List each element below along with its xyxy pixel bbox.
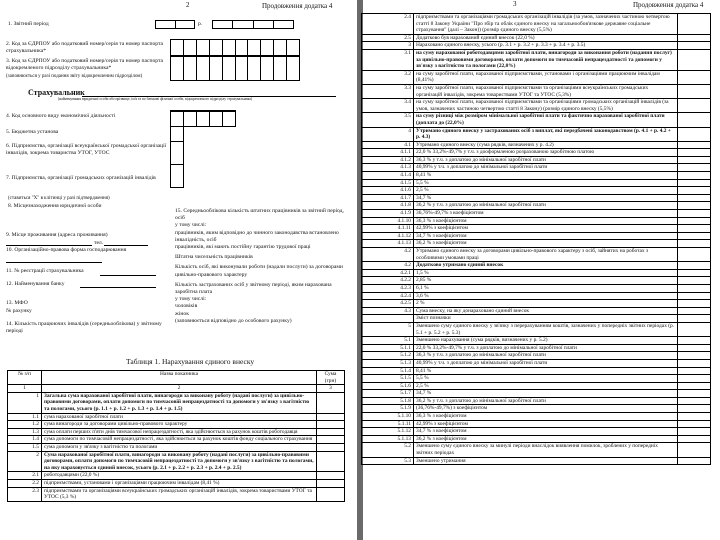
row-sum-cell[interactable] bbox=[678, 42, 711, 50]
staff-count-line: у тому числі: bbox=[175, 222, 207, 229]
table-row bbox=[362, 344, 711, 352]
row-label: 2,85 % bbox=[414, 277, 678, 285]
table-row bbox=[362, 337, 711, 345]
legal-form-field[interactable] bbox=[6, 262, 102, 263]
staff-count-line: 15. Середньооблікова кількість штатних працівників за звітний період, осіб bbox=[175, 208, 344, 222]
row-number: 4.2.4 bbox=[362, 292, 414, 300]
row-label: 36,2 % з коефіцієнтом bbox=[414, 435, 678, 443]
row-number: 1 bbox=[8, 392, 42, 413]
row-label: Нараховано єдиного внеску, усього (р. 3.1 + р. 3.2 + р. 3.3 + р. 3.4 + р. 3.5) bbox=[414, 42, 678, 50]
row-label: 22,0 % 33,2%-49,7% у т.ч. з доплатою до мінімальної заробітної плати bbox=[414, 344, 678, 352]
budget-checkbox[interactable] bbox=[171, 127, 183, 142]
row-sum-cell[interactable] bbox=[678, 405, 711, 413]
row-number: 3.4 bbox=[362, 99, 414, 113]
row-sum-cell[interactable] bbox=[317, 487, 345, 501]
table-row bbox=[8, 451, 345, 472]
table-row bbox=[362, 232, 711, 240]
staff-count-line: чоловіків bbox=[175, 303, 198, 310]
row-sum-cell[interactable] bbox=[678, 210, 711, 218]
table-row bbox=[8, 472, 345, 480]
row-label: 8,41 % bbox=[414, 367, 678, 375]
table-row bbox=[362, 269, 711, 277]
row-label: Утримано єдиного внеску (сума рядків, визначених у р. 4.2) bbox=[414, 141, 678, 149]
row-number: 4.1.2 bbox=[362, 156, 414, 164]
row-number: 4.1.11 bbox=[362, 225, 414, 233]
disabled-org-label: 7. Підприємства, організації громадських організацій інвалідів bbox=[6, 175, 156, 181]
table-row bbox=[362, 375, 711, 383]
right-page bbox=[363, 0, 720, 540]
table-row bbox=[8, 413, 345, 421]
row-number: 4.1.7 bbox=[362, 194, 414, 202]
row-number: 5 bbox=[362, 322, 414, 336]
col-header-name: Назва показника bbox=[42, 371, 317, 385]
row-sum-cell[interactable] bbox=[317, 479, 345, 487]
row-number: 5.1.11 bbox=[362, 420, 414, 428]
utog-checkbox[interactable] bbox=[171, 142, 183, 165]
row-sum-cell[interactable] bbox=[317, 392, 345, 413]
row-label: Загальна сума нарахованої заробітної плати, винагороди за виконану роботу (надані послуги) за цивільно-правовими договорами, оплати допомоги по тимчасовій непрацездатності та допомоги у зв'язку з вагітністю та пологами, усього (р. 1.1 + р. 1.2 + р. 1.3 + р. 1.4 + р. 1.5) bbox=[42, 392, 317, 413]
row-sum-cell[interactable] bbox=[678, 172, 711, 180]
year-label: р. bbox=[198, 21, 205, 27]
row-label: 36,2 % у т.ч. з доплатою до мінімальної заробітної плати bbox=[414, 202, 678, 210]
row-sum-cell[interactable] bbox=[678, 344, 711, 352]
row-label: Утримано єдиного внеску у застрахованих осіб з виплат, які передбачені законодавством (р. 4.1 + р. 4.2 + р. 4.3) bbox=[414, 127, 678, 141]
row-number: 5.1.12 bbox=[362, 428, 414, 436]
row-number: 2.3 bbox=[8, 487, 42, 501]
residence-field[interactable] bbox=[6, 245, 92, 246]
row-label: підприємствами та організаціями громадських організацій інвалідів (за умов, зазначених частиною четвертою статті 8 Закону України "Про збір та облік єдиного внеску на загальнообов'язкове державне соціальне страхування" (далі – Закон)) (розмір єдиного внеску (5,5%) bbox=[414, 14, 678, 35]
row-number: 5.1.9 bbox=[362, 405, 414, 413]
row-sum-cell[interactable] bbox=[678, 127, 711, 141]
row-number: 1.4 bbox=[8, 436, 42, 444]
row-number: 4.1.13 bbox=[362, 240, 414, 248]
row-sum-cell[interactable] bbox=[317, 428, 345, 436]
row-number: 1.2 bbox=[8, 421, 42, 429]
col-index-3: 3 bbox=[317, 385, 345, 393]
table-row bbox=[8, 421, 345, 429]
row-number: 1.5 bbox=[8, 443, 42, 451]
reporting-period-field[interactable] bbox=[155, 20, 195, 29]
row-sum-cell[interactable] bbox=[678, 14, 711, 35]
row-label: Додатково був нарахований єдиний внесок (22,0 %) bbox=[414, 34, 678, 42]
table-row bbox=[362, 217, 711, 225]
row-number: 4.2.2 bbox=[362, 277, 414, 285]
row-label: Зменшено суму єдиного внеску за минулі періоди внаслідок виявлення помилок, зроблених у попередніх звітних періодах bbox=[414, 443, 678, 457]
table-row bbox=[362, 367, 711, 375]
row-sum-cell[interactable] bbox=[678, 307, 711, 315]
table-row bbox=[362, 172, 711, 180]
table-row bbox=[362, 113, 711, 127]
table-row bbox=[362, 405, 711, 413]
row-sum-cell[interactable] bbox=[678, 292, 711, 300]
row-sum-cell[interactable] bbox=[678, 390, 711, 398]
table-row bbox=[8, 487, 345, 501]
row-label: 8,41 % bbox=[414, 172, 678, 180]
row-sum-cell[interactable] bbox=[678, 164, 711, 172]
row-label: на суму заробітної плати, нарахованої підприємствами та організаціями громадських організацій інвалідів (за умов, зазначених частиною четвертою статті 8 Закону) (розмір єдиного внеску (5,5%) bbox=[414, 99, 678, 113]
row-sum-cell[interactable] bbox=[678, 225, 711, 233]
row-number: 4.1.5 bbox=[362, 179, 414, 187]
branch-code-note: (заповнюється у разі подання звіту відокремленим підрозділом) bbox=[6, 74, 143, 79]
budget-label: 5. Бюджетна установа bbox=[6, 129, 59, 135]
row-number: 4.1.8 bbox=[362, 202, 414, 210]
row-label: на суму нарахованої роботодавцями заробітної плати, винагороди за виконання роботи (надання послуг) за цивільно-правовими договорами, оплати допомоги по тимчасовій непрацездатності та допомоги у зв'язку з вагітністю та пологами (22,0%) bbox=[414, 49, 678, 70]
row-label: 34,7 % bbox=[414, 194, 678, 202]
row-label: 34,7 % з коефіцієнтом bbox=[414, 428, 678, 436]
table-row bbox=[8, 443, 345, 451]
row-number: 4 bbox=[362, 127, 414, 141]
row-label: 3,6 % bbox=[414, 292, 678, 300]
table-row bbox=[362, 42, 711, 50]
row-sum-cell[interactable] bbox=[678, 443, 711, 457]
left-page bbox=[0, 0, 357, 540]
table-row bbox=[362, 300, 711, 308]
row-label: 42,99% з коефіцієнтом bbox=[414, 420, 678, 428]
row-sum-cell[interactable] bbox=[678, 262, 711, 270]
row-number: 5.3 bbox=[362, 457, 414, 465]
row-label: на суму заробітної плати, нарахованої підприємствами та організаціями всеукраїнських громадських організацій інвалідів, зокрема товариствами УТОГ та УТОС (5,3%) bbox=[414, 84, 678, 98]
row-label: 36,2 % у т.ч. з доплатою до мінімальної заробітної плати bbox=[414, 397, 678, 405]
row-label: 2 % bbox=[414, 300, 678, 308]
col-index-2: 2 bbox=[42, 385, 317, 393]
row-sum-cell[interactable] bbox=[678, 240, 711, 248]
insurer-code-grid[interactable] bbox=[170, 39, 300, 56]
row-sum-cell[interactable] bbox=[678, 34, 711, 42]
row-sum-cell[interactable] bbox=[678, 187, 711, 195]
contribution-table bbox=[7, 370, 345, 502]
table-row bbox=[8, 479, 345, 487]
utog-label: 6. Підприємства, організації всеукраїнської громадської організації інвалідів, зокрема товариства УТОГ, УТОС bbox=[6, 143, 167, 156]
row-number: 4.2 bbox=[362, 248, 414, 262]
table-row bbox=[362, 262, 711, 270]
row-sum-cell[interactable] bbox=[317, 451, 345, 472]
table-row bbox=[362, 322, 711, 336]
row-label: Зменшено нарахування (сума рядків, визначених у р. 5.2) bbox=[414, 337, 678, 345]
row-number: 2.4 bbox=[362, 14, 414, 35]
row-sum-cell[interactable] bbox=[317, 421, 345, 429]
table-row bbox=[8, 392, 345, 413]
row-label: 36,76%-49,7% з коефіцієнтом bbox=[414, 210, 678, 218]
table-row bbox=[362, 359, 711, 367]
continuation-label: Продовження додатка 4 bbox=[633, 1, 704, 9]
row-sum-cell[interactable] bbox=[678, 70, 711, 84]
row-label: сума оплати перших п'яти днів тимчасової непрацездатності, яка здійснюється за рахунок коштів роботодавця bbox=[42, 428, 317, 436]
row-number: 4.2 bbox=[362, 262, 414, 270]
row-number: 4.1.12 bbox=[362, 232, 414, 240]
row-number: 5.1.2 bbox=[362, 352, 414, 360]
row-sum-cell[interactable] bbox=[678, 248, 711, 262]
row-number: 5.1.4 bbox=[362, 367, 414, 375]
row-number: 4.2.1 bbox=[362, 269, 414, 277]
table-row bbox=[362, 179, 711, 187]
row-label: 40,99% у т.ч. з доплатою до мінімальної заробітної плати bbox=[414, 359, 678, 367]
row-number: 4.1.3 bbox=[362, 164, 414, 172]
table-row bbox=[362, 127, 711, 141]
table-row bbox=[362, 382, 711, 390]
table-row bbox=[362, 307, 711, 315]
row-sum-cell[interactable] bbox=[678, 435, 711, 443]
reporting-period-label: 1. Звітний період bbox=[8, 21, 49, 27]
table-row bbox=[362, 315, 711, 323]
row-label: Сума внеску, на яку донараховано єдиний внесок bbox=[414, 307, 678, 315]
row-number: 5.1.3 bbox=[362, 359, 414, 367]
row-label: 36,3 % з коефіцієнтом bbox=[414, 217, 678, 225]
table-row bbox=[8, 436, 345, 444]
row-sum-cell[interactable] bbox=[678, 397, 711, 405]
insurer-label: Страхувальник bbox=[28, 88, 85, 97]
row-sum-cell[interactable] bbox=[317, 443, 345, 451]
row-sum-cell[interactable] bbox=[317, 436, 345, 444]
row-number: 2 bbox=[8, 451, 42, 472]
row-number: 5.1 bbox=[362, 337, 414, 345]
phone-label: тел. bbox=[94, 240, 104, 246]
row-sum-cell[interactable] bbox=[678, 49, 711, 70]
row-number bbox=[362, 315, 414, 323]
table-row bbox=[362, 99, 711, 113]
location-label: 8. Місцезнаходження юридичної особи bbox=[8, 203, 102, 209]
row-number: 1.3 bbox=[8, 428, 42, 436]
table-row bbox=[362, 141, 711, 149]
row-label: Утримано єдиного внеску за договорами цивільно-правового характеру з осіб, зайнятих на роботах з особливими умовами праці bbox=[414, 248, 678, 262]
table-row bbox=[362, 34, 711, 42]
row-label: підприємствами та організаціями всеукраїнських громадських організацій інвалідів, зокрема товариствами УТОГ та УТОС (5,3 %) bbox=[42, 487, 317, 501]
table-row bbox=[362, 156, 711, 164]
row-label: на суму заробітної плати, нарахованої підприємствами, установами і організаціями працюючим інвалідам (8,41%) bbox=[414, 70, 678, 84]
row-sum-cell[interactable] bbox=[678, 315, 711, 323]
bank-label: 12. Найменування банку bbox=[6, 281, 65, 287]
row-label: 1,5 % bbox=[414, 269, 678, 277]
table-row bbox=[362, 164, 711, 172]
table-row bbox=[362, 202, 711, 210]
row-sum-cell[interactable] bbox=[678, 382, 711, 390]
table-row bbox=[362, 352, 711, 360]
row-label: 36,3 % у т.ч. з доплатою до мінімальної заробітної плати bbox=[414, 156, 678, 164]
table-row bbox=[362, 390, 711, 398]
row-label: Зменшено утримання bbox=[414, 457, 678, 465]
table-row bbox=[362, 14, 711, 35]
table-row bbox=[362, 420, 711, 428]
row-sum-cell[interactable] bbox=[678, 141, 711, 149]
row-number: 3.1 bbox=[362, 49, 414, 70]
branch-code-grid[interactable] bbox=[170, 56, 300, 81]
row-sum-cell[interactable] bbox=[678, 428, 711, 436]
row-sum-cell[interactable] bbox=[678, 194, 711, 202]
checkbox-note: (ставиться "Х" в клітинці у разі підтвердження) bbox=[8, 196, 110, 201]
table-row bbox=[362, 284, 711, 292]
row-label: 6,1 % bbox=[414, 284, 678, 292]
table-row bbox=[362, 187, 711, 195]
row-number: 2.5 bbox=[362, 34, 414, 42]
staff-count-line: Кількість застрахованих осіб у звітному періоді, яким нарахована заробітна плата bbox=[175, 281, 332, 296]
row-number: 3.5 bbox=[362, 113, 414, 127]
row-label: 40,99% у т.ч. з доплатою до мінімальної заробітної плати bbox=[414, 164, 678, 172]
row-label: сума винагороди за договорами цивільно-правового характеру bbox=[42, 421, 317, 429]
checkbox-column bbox=[170, 127, 184, 188]
row-number: 5.1.6 bbox=[362, 382, 414, 390]
branch-code-label: 3. Код за ЄДРПОУ або податковий номер/серія та номер паспорта відокремленого підрозділу страхувальника* bbox=[6, 58, 163, 71]
row-number: 5.2 bbox=[362, 443, 414, 457]
residence-label: 9. Місце проживання (адреса проживання) bbox=[6, 232, 108, 238]
row-sum-cell[interactable] bbox=[678, 352, 711, 360]
row-sum-cell[interactable] bbox=[678, 375, 711, 383]
row-sum-cell[interactable] bbox=[678, 156, 711, 164]
table-row bbox=[362, 84, 711, 98]
row-number: 5.1.5 bbox=[362, 375, 414, 383]
row-sum-cell[interactable] bbox=[678, 149, 711, 157]
row-number: 4.1.9 bbox=[362, 210, 414, 218]
page-number: 2 bbox=[186, 1, 190, 9]
table-row bbox=[362, 225, 711, 233]
row-label: 36,2 % з коефіцієнтом bbox=[414, 240, 678, 248]
table-row bbox=[362, 413, 711, 421]
row-label: Зміст позначки bbox=[414, 315, 678, 323]
row-number: 3 bbox=[362, 42, 414, 50]
table-row bbox=[362, 149, 711, 157]
insurer-note: (найменування юридичної особи або прізвище, ім'я та по батькові фізичної особи, відокремленого підрозділу страхувальника) bbox=[58, 97, 253, 101]
table-row bbox=[362, 70, 711, 84]
row-label: 42,99% з коефіцієнтом bbox=[414, 225, 678, 233]
row-sum-cell[interactable] bbox=[678, 413, 711, 421]
row-sum-cell[interactable] bbox=[678, 337, 711, 345]
table-row bbox=[8, 428, 345, 436]
row-label: Сума нарахованої заробітної плати, винагороди за виконану роботу (надані послуги) за цивільно-правовими договорами, оплати допомоги по тимчасовій непрацездатності та допомоги у зв'язку з вагітністю та пологами, на яку нараховується єдиний внесок, усього (р. 2.1 + р. 2.2 + р. 2.3 + р. 2.4 + р. 2.5) bbox=[42, 451, 317, 472]
table-row bbox=[362, 277, 711, 285]
row-label: сума допомоги у зв'язку з вагітністю та пологами bbox=[42, 443, 317, 451]
activity-code-grid[interactable] bbox=[170, 110, 236, 127]
registration-field[interactable] bbox=[100, 275, 156, 276]
row-label: 5,5 % bbox=[414, 375, 678, 383]
row-label: 34,7 % bbox=[414, 390, 678, 398]
table-row bbox=[362, 435, 711, 443]
staff-count-line: (заповнюється відповідно до особового рахунку) bbox=[175, 317, 292, 324]
legal-form-label: 10. Організаційно-правова форма господарювання bbox=[6, 247, 127, 253]
col-index-1: 1 bbox=[8, 385, 42, 393]
row-number: 4.2.3 bbox=[362, 284, 414, 292]
row-sum-cell[interactable] bbox=[678, 217, 711, 225]
account-label: № рахунку bbox=[6, 308, 32, 314]
staff-count-line: у тому числі: bbox=[175, 296, 207, 303]
row-sum-cell[interactable] bbox=[678, 367, 711, 375]
insurer-code-label: 2. Код за ЄДРПОУ або податковий номер/серія та номер паспорта страхувальника* bbox=[6, 41, 163, 54]
table-row bbox=[362, 194, 711, 202]
row-label: 22,0 % 33,2%-49,7% у т.ч. з дооформленою розрахованою заробітною платою bbox=[414, 149, 678, 157]
row-label: сума нарахованої заробітної плати bbox=[42, 413, 317, 421]
staff-count-line: жінок bbox=[175, 310, 189, 317]
row-label: (36,76%-49,7%) з коефіцієнтом bbox=[414, 405, 678, 413]
activity-code-label: 4. Код основного виду економічної діяльності bbox=[6, 113, 116, 119]
table-row bbox=[362, 240, 711, 248]
row-sum-cell[interactable] bbox=[678, 269, 711, 277]
table-row bbox=[362, 49, 711, 70]
table-row bbox=[362, 443, 711, 457]
row-number: 5.1.10 bbox=[362, 413, 414, 421]
row-sum-cell[interactable] bbox=[678, 277, 711, 285]
staff-count-line: працівників, яким відповідно до чинного законодавства встановлено інвалідність, осіб bbox=[175, 229, 339, 243]
table-row bbox=[362, 248, 711, 262]
row-sum-cell[interactable] bbox=[678, 232, 711, 240]
disabled-count-label: 14. Кількість працюючих інвалідів (середньооблікова) у звітному періоді bbox=[6, 321, 162, 334]
staff-count-line: працівників, які мають постійну гарантію трудової праці bbox=[175, 244, 311, 251]
row-label: 36,3 % у т.ч. з доплатою до мінімальної заробітної плати bbox=[414, 352, 678, 360]
row-sum-cell[interactable] bbox=[678, 300, 711, 308]
row-number: 4.1.10 bbox=[362, 217, 414, 225]
row-label: 2,5 % bbox=[414, 187, 678, 195]
row-number: 4.1.1 bbox=[362, 149, 414, 157]
row-number: 4.1.6 bbox=[362, 187, 414, 195]
row-number: 4.3 bbox=[362, 307, 414, 315]
row-sum-cell[interactable] bbox=[678, 284, 711, 292]
row-number: 2.2 bbox=[8, 479, 42, 487]
row-label: на суму різниці між розміром мінімальної заробітної плати та фактично нарахованої заробітної плати (доплата до (22,0%) bbox=[414, 113, 678, 127]
mfo-label: 13. МФО bbox=[6, 300, 28, 306]
row-label: 36,3 % з коефіцієнтом bbox=[414, 413, 678, 421]
row-sum-cell[interactable] bbox=[678, 359, 711, 367]
table-row bbox=[362, 397, 711, 405]
row-sum-cell[interactable] bbox=[678, 322, 711, 336]
row-label: 5,5 % bbox=[414, 179, 678, 187]
disabled-org-checkbox[interactable] bbox=[171, 165, 183, 187]
table-row bbox=[362, 292, 711, 300]
staff-count-block bbox=[175, 208, 345, 325]
row-number: 5.1.13 bbox=[362, 435, 414, 443]
row-number: 5.1.7 bbox=[362, 390, 414, 398]
row-number: 5.1.1 bbox=[362, 344, 414, 352]
row-label: Додатково утримано єдиний внесок bbox=[414, 262, 678, 270]
row-sum-cell[interactable] bbox=[678, 420, 711, 428]
row-sum-cell[interactable] bbox=[678, 179, 711, 187]
continuation-label: Продовження додатка 4 bbox=[262, 2, 333, 10]
row-number: 2.1 bbox=[8, 472, 42, 480]
row-label: Зменшено суму єдиного внеску у зв'язку з перерахуванням коштів, зазначених у попередніх звітних періодах (р. 5.1 + р. 5.2 + р. 5.3) bbox=[414, 322, 678, 336]
col-header-sum: Сума (грн) bbox=[317, 371, 345, 385]
row-number: 1.1 bbox=[8, 413, 42, 421]
row-sum-cell[interactable] bbox=[678, 113, 711, 127]
col-header-number: № з/п bbox=[8, 371, 42, 385]
row-number: 3.2 bbox=[362, 70, 414, 84]
bank-field[interactable] bbox=[80, 287, 156, 288]
table-row bbox=[362, 428, 711, 436]
row-number: 4.2.5 bbox=[362, 300, 414, 308]
row-sum-cell[interactable] bbox=[317, 413, 345, 421]
page-number: 3 bbox=[513, 0, 517, 8]
row-number: 4.1.4 bbox=[362, 172, 414, 180]
row-sum-cell[interactable] bbox=[678, 84, 711, 98]
phone-field[interactable] bbox=[104, 245, 148, 246]
row-number: 5.1.8 bbox=[362, 397, 414, 405]
row-label: підприємствами, установами і організаціями працюючим інвалідам (8,41 %) bbox=[42, 479, 317, 487]
row-sum-cell[interactable] bbox=[678, 202, 711, 210]
year-field[interactable] bbox=[212, 20, 294, 29]
row-sum-cell[interactable] bbox=[678, 457, 711, 465]
row-number: 3.3 bbox=[362, 84, 414, 98]
row-number: 4.1 bbox=[362, 141, 414, 149]
staff-count-line: Кількість осіб, які виконували роботи (надали послуги) за договорами цивільно-правового характеру bbox=[175, 264, 343, 278]
registration-label: 11. № реєстрації страхувальника bbox=[6, 268, 84, 274]
table-row bbox=[362, 457, 711, 465]
row-sum-cell[interactable] bbox=[317, 472, 345, 480]
staff-count-line: Штатна чисельність працівників bbox=[175, 254, 253, 261]
contribution-table-continued bbox=[361, 13, 711, 465]
row-label: сума допомоги по тимчасовій непрацездатності, яка здійснюється за рахунок коштів фонду соціального страхування bbox=[42, 436, 317, 444]
table-title: Таблиця 1. Нарахування єдиного внеску bbox=[126, 357, 255, 366]
row-label: 34,7 % з коефіцієнтом bbox=[414, 232, 678, 240]
row-sum-cell[interactable] bbox=[678, 99, 711, 113]
table-row bbox=[362, 210, 711, 218]
row-label: 2,5 % bbox=[414, 382, 678, 390]
row-label: роботодавцями (22,0 %) bbox=[42, 472, 317, 480]
